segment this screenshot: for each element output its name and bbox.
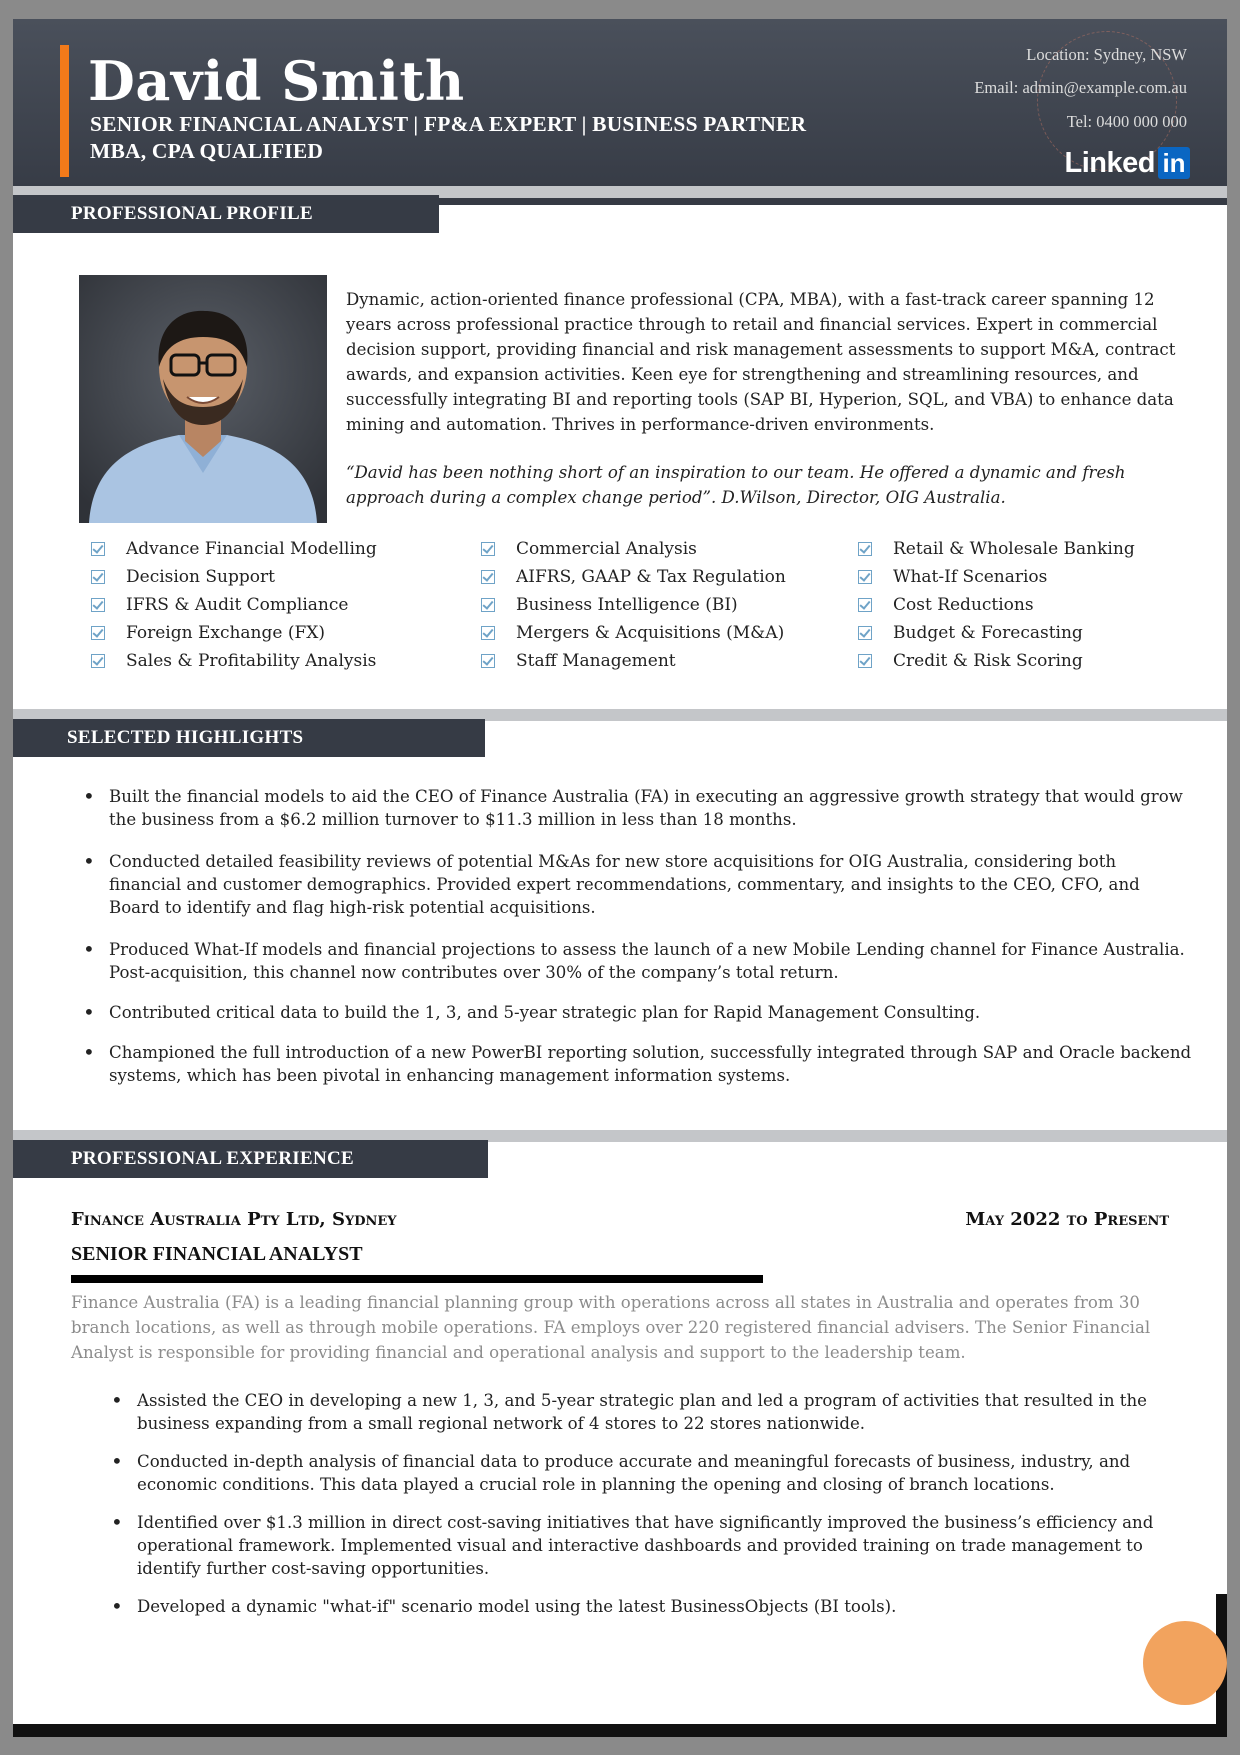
skill-item — [858, 563, 1135, 591]
experience-list — [111, 1389, 1196, 1618]
skill-label: Business Intelligence (BI) — [516, 595, 738, 615]
skill-item — [91, 647, 377, 675]
testimonial-quote: “David has been nothing short of an inspiration to our team. He offered a dynamic and fresh approach during a complex change period”. D.Wilson, Director, OIG Australia. — [346, 463, 1126, 507]
contact-location: Location: Sydney, NSW — [1026, 45, 1187, 64]
skill-item — [481, 619, 786, 647]
candidate-name: David Smith — [88, 49, 465, 113]
checkbox-icon — [91, 654, 105, 668]
skill-item — [91, 619, 377, 647]
list-item: • Identified over $1.3 million in direct cost-saving initiatives that have significantly improved the business’s efficiency and operational framework. Implemented visual and interactive dashboards and provided training on trade management to identify further cost-saving opportunities. — [111, 1511, 1196, 1580]
employment-dates: May 2022 to Present — [965, 1209, 1169, 1230]
checkbox-icon — [91, 542, 105, 556]
checkbox-icon — [858, 542, 872, 556]
section-heading-experience: PROFESSIONAL EXPERIENCE — [13, 1140, 488, 1178]
checkbox-icon — [481, 570, 495, 584]
checkbox-icon — [481, 542, 495, 556]
checkbox-icon — [858, 598, 872, 612]
checkbox-icon — [858, 570, 872, 584]
linkedin-logo[interactable] — [1065, 145, 1190, 181]
resume-header — [13, 19, 1227, 205]
skill-label: Foreign Exchange (FX) — [126, 623, 326, 643]
checkbox-icon — [858, 654, 872, 668]
list-item: • Developed a dynamic "what-if" scenario model using the latest BusinessObjects (BI tools). — [111, 1595, 1196, 1618]
skill-item — [481, 647, 786, 675]
skill-item — [91, 591, 377, 619]
skill-label: Credit & Risk Scoring — [893, 651, 1083, 671]
company-name: Finance Australia Pty Ltd, Sydney — [71, 1209, 397, 1230]
profile-photo — [79, 275, 327, 523]
skill-label: Budget & Forecasting — [893, 623, 1083, 643]
skill-label: Sales & Profitability Analysis — [126, 651, 377, 671]
decorative-dot — [1143, 1621, 1227, 1705]
skill-item — [858, 619, 1135, 647]
section-heading-profile: PROFESSIONAL PROFILE — [13, 195, 439, 233]
skill-item — [858, 535, 1135, 563]
skill-label: Retail & Wholesale Banking — [893, 539, 1135, 559]
skill-item — [858, 591, 1135, 619]
skill-label: Staff Management — [516, 651, 676, 671]
contact-phone: Tel: 0400 000 000 — [1066, 112, 1187, 131]
linkedin-icon: in — [1158, 147, 1190, 179]
list-item: • Built the financial models to aid the CEO of Finance Australia (FA) in executing an aggressive growth strategy that would grow the business from a $6.2 million turnover to $11.3 million in less than 18 months. — [83, 785, 1193, 831]
checkbox-icon — [91, 570, 105, 584]
checkbox-icon — [481, 654, 495, 668]
checkbox-icon — [858, 626, 872, 640]
profile-summary: Dynamic, action-oriented finance professional (CPA, MBA), with a fast-track career spanning 12 years across professional practice through to retail and financial services. Expert in commercial decision support, providing financial and risk management assessments to support M&A, contract awards, and expansion activities. Keen eye for strengthening and streamlining resources, and successfully integrating BI and reporting tools (SAP BI, Hyperion, SQL, and VBA) to enhance data mining and automation. Thrives in performance-driven environments. — [346, 290, 1176, 434]
skill-label: What-If Scenarios — [893, 567, 1048, 587]
candidate-title: SENIOR FINANCIAL ANALYST | FP&A EXPERT | BUSINESS PARTNER — [90, 112, 807, 136]
list-item: • Contributed critical data to build the 1, 3, and 5-year strategic plan for Rapid Management Consulting. — [83, 1001, 1193, 1024]
resume-page — [13, 19, 1227, 1737]
checkbox-icon — [91, 598, 105, 612]
contact-email[interactable]: Email: admin@example.com.au — [974, 78, 1187, 97]
checkbox-icon — [481, 598, 495, 612]
accent-bar — [60, 45, 69, 177]
heading-underline — [71, 1275, 763, 1283]
skill-item — [481, 591, 786, 619]
company-description: Finance Australia (FA) is a leading financial planning group with operations across all states in Australia and operates from 30 branch locations, as well as through mobile operations. FA employs over 220 registered financial advisers. The Senior Financial Analyst is responsible for providing financial and operational analysis and support to the leadership team. — [71, 1293, 1151, 1362]
checkbox-icon — [91, 626, 105, 640]
highlights-list — [83, 785, 1193, 1087]
page-bottom-rule — [13, 1724, 1227, 1737]
list-item: • Produced What-If models and financial projections to assess the launch of a new Mobile Lending channel for Finance Australia. Post-acquisition, this channel now contributes over 30% of the company’s total return. — [83, 938, 1193, 984]
list-item: • Assisted the CEO in developing a new 1, 3, and 5-year strategic plan and led a program of activities that resulted in the business expanding from a small regional network of 4 stores to 22 stores nationwide. — [111, 1389, 1196, 1435]
person-portrait-icon — [79, 275, 327, 523]
skill-item — [858, 647, 1135, 675]
skill-item — [481, 535, 786, 563]
skill-label: Commercial Analysis — [516, 539, 697, 559]
checkbox-icon — [481, 626, 495, 640]
skill-label: AIFRS, GAAP & Tax Regulation — [516, 567, 786, 587]
skill-item — [91, 563, 377, 591]
candidate-qualifications: MBA, CPA QUALIFIED — [90, 139, 324, 163]
list-item: • Conducted detailed feasibility reviews of potential M&As for new store acquisitions for OIG Australia, considering both financial and customer demographics. Provided expert recommendations, commentary, and insights to the CEO, CFO, and Board to identify and flag high-risk potential acquisitions. — [83, 850, 1193, 919]
list-item: • Conducted in-depth analysis of financial data to produce accurate and meaningful forecasts of business, industry, and economic conditions. This data played a crucial role in planning the opening and closing of branch locations. — [111, 1450, 1196, 1496]
list-item: • Championed the full introduction of a new PowerBI reporting solution, successfully integrated through SAP and Oracle backend systems, which has been pivotal in enhancing management information systems. — [83, 1041, 1193, 1087]
skills-column-3 — [858, 535, 1135, 675]
section-heading-highlights: SELECTED HIGHLIGHTS — [13, 719, 485, 757]
skill-item — [91, 535, 377, 563]
skill-label: Advance Financial Modelling — [126, 539, 377, 559]
job-title: SENIOR FINANCIAL ANALYST — [71, 1243, 363, 1265]
skill-item — [481, 563, 786, 591]
skill-label: IFRS & Audit Compliance — [126, 595, 349, 615]
skills-column-1 — [91, 535, 377, 675]
skill-label: Decision Support — [126, 567, 275, 587]
skill-label: Cost Reductions — [893, 595, 1034, 615]
skills-column-2 — [481, 535, 786, 675]
skill-label: Mergers & Acquisitions (M&A) — [516, 623, 785, 643]
linkedin-wordmark: Linked — [1064, 146, 1155, 179]
